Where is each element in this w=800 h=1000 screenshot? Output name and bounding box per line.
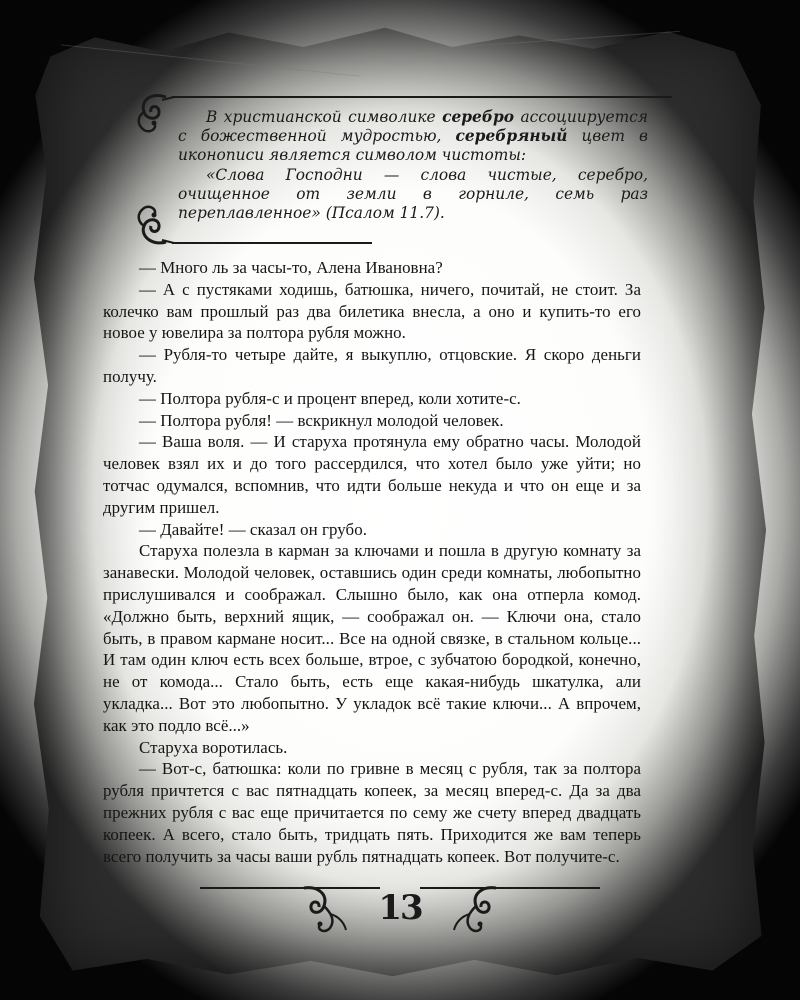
paragraph: Старуха воротилась. [139,737,288,757]
divider [172,96,672,98]
quote-bold-word: серебро [442,108,514,126]
psalm-quote: «Слова Господни — слова чистые, серебро, очищенное от земли в горниле, семь раз переплавленное» (Псалом 11.7). [178,165,648,223]
flourish-ornament-icon [132,202,176,246]
paragraph: — Вот-с, батюшка: коли по гривне в месяц с рубля, так за полтора рубля причтется с вас пятнадцать копеек, за месяц вперед-с. Да за два прежних рубля с вас еще причитается по сему же счету вперед двадцать копеек. А всего, стало быть, тридцать пять. Приходится же вам теперь всего получить за часы ваши рубль пятнадцать копеек. Вот получите-с. [103,759,641,866]
paragraph: — Ваша воля. — И старуха протянула ему обратно часы. Молодой человек взял их и до того рассердился, что хотел было уже уйти; но тотчас одумался, вспомнив, что идти больше некуда и что он еще и за другим пришел. [103,432,641,517]
quote-text-part: В христианской символике [206,108,443,126]
body-text [103,257,641,867]
paragraph: Старуха полезла в карман за ключами и пошла в другую комнату за занавески. Молодой человек, оставшись один среди комнаты, любопытно прислушивался и соображал. Слышно было, как она отперла комод. «Должно быть, верхний ящик, — соображал он. — Ключи она, стало быть, в правом кармане носит... Все на одной связке, в стальном кольце... И там один ключ есть всех больше, втрое, с зубчатою бородкой, конечно, не от комода... Стало быть, есть еще какая-нибудь шкатулка, али укладка... Вот это любопытно. У укладок всё такие ключи... А впрочем, как это подло всё...» [103,541,641,735]
paragraph: — Полтора рубля! — вскрикнул молодой человек. [139,410,504,430]
paragraph: — Давайте! — сказал он грубо. [139,519,367,539]
paragraph: — Много ль за часы-то, Алена Ивановна? [139,258,443,277]
paragraph: — Рубля-то четыре дайте, я выкуплю, отцовские. Я скоро деньги получу. [103,345,641,386]
divider [172,242,372,244]
paragraph: — Полтора рубля-с и процент вперед, коли хотите-с. [139,388,521,408]
flourish-ornament-icon [450,884,500,936]
quote-bold-word: серебряный [455,127,568,146]
quote-text-part: ассоциируется с божественной мудростью, [178,108,648,146]
page-number: 13 [378,888,422,928]
sidebar-quote [132,90,672,250]
quote-text-part: цвет в иконописи является символом чистоты: [178,127,648,165]
paragraph: — А с пустяками ходишь, батюшка, ничего, почитай, не стоит. За колечко вам прошлый раз два билетика внесла, а оно и купить-то его новое у ювелира за полтора рубля можно. [103,279,641,343]
flourish-ornament-icon [132,90,176,134]
quote-text [178,108,648,223]
